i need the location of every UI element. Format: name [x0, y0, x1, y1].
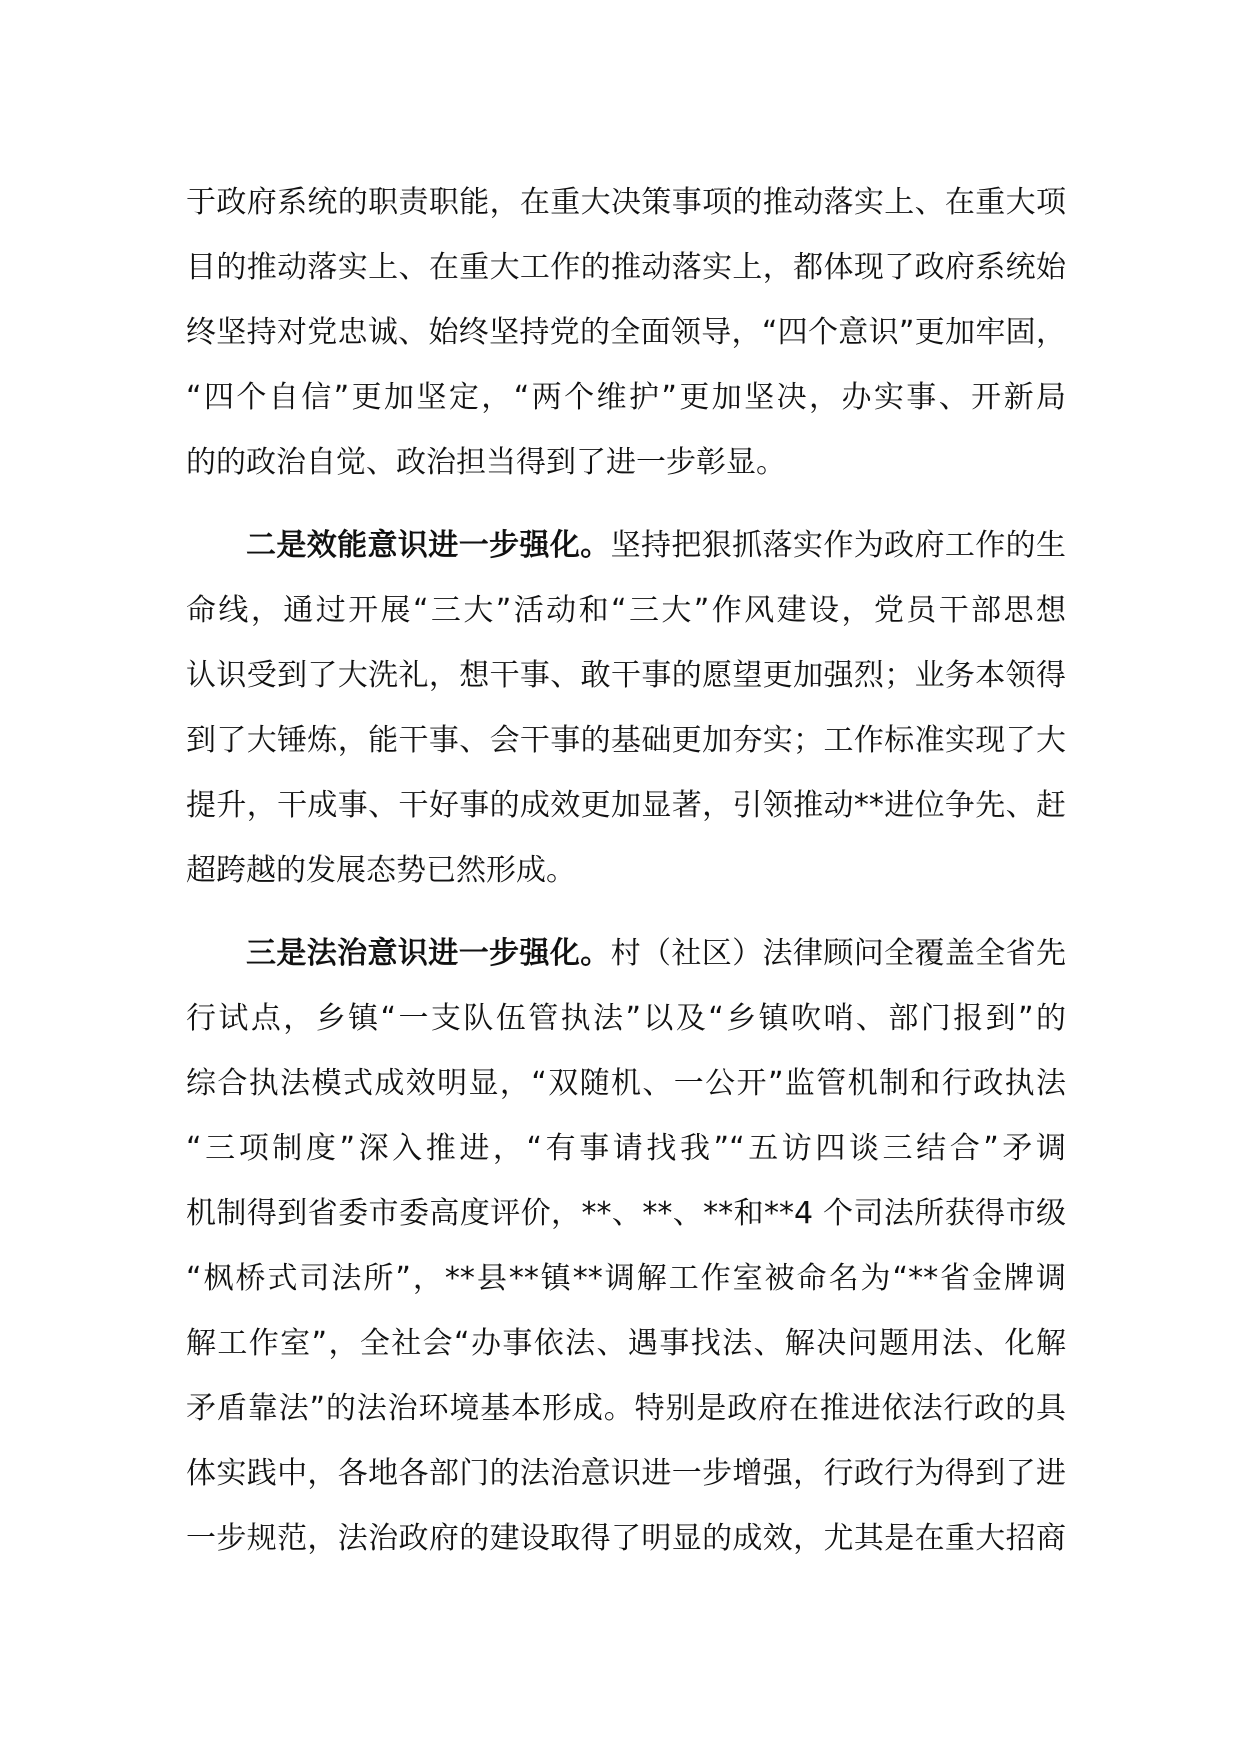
text-line: 矛盾靠法”的法治环境基本形成。特别是政府在推进依法行政的具 — [186, 1391, 1066, 1426]
paragraph-3 — [186, 921, 1066, 1571]
text-line: 命线，通过开展“三大”活动和“三大”作风建设，党员干部思想 — [186, 593, 1066, 628]
paragraph-lead: 三是法治意识进一步强化。 — [246, 936, 611, 971]
text-line: 综合执法模式成效明显，“双随机、一公开”监管机制和行政执法 — [186, 1066, 1066, 1101]
text-line: 解工作室”，全社会“办事依法、遇事找法、解决问题用法、化解 — [186, 1326, 1066, 1361]
text-line: 于政府系统的职责职能，在重大决策事项的推动落实上、在重大项 — [186, 185, 1066, 220]
text-line: 行试点，乡镇“一支队伍管执法”以及“乡镇吹哨、部门报到”的 — [186, 1001, 1066, 1036]
text-line-first — [186, 513, 1066, 578]
text-line: 到了大锤炼，能干事、会干事的基础更加夯实；工作标准实现了大 — [186, 723, 1066, 758]
text-line: “三项制度”深入推进，“有事请找我”“五访四谈三结合”矛调 — [186, 1131, 1066, 1166]
text-line: 体实践中，各地各部门的法治意识进一步增强，行政行为得到了进 — [186, 1456, 1066, 1491]
text-line: 认识受到了大洗礼，想干事、敢干事的愿望更加强烈；业务本领得 — [186, 658, 1066, 693]
paragraph-text: 坚持把狠抓落实作为政府工作的生 — [610, 528, 1067, 563]
paragraph-text: 村（社区）法律顾问全覆盖全省先 — [610, 936, 1067, 971]
text-line: 目的推动落实上、在重大工作的推动落实上，都体现了政府系统始 — [186, 250, 1066, 285]
text-line-first — [186, 921, 1066, 986]
paragraph-1 — [186, 170, 1066, 495]
text-line: “四个自信”更加坚定，“两个维护”更加坚决，办实事、开新局 — [186, 380, 1066, 415]
text-line: 机制得到省委市委高度评价，**、**、**和**4 个司法所获得市级 — [186, 1196, 1066, 1231]
text-line: 终坚持对党忠诚、始终坚持党的全面领导，“四个意识”更加牢固， — [186, 315, 1066, 350]
text-line: 的的政治自觉、政治担当得到了进一步彰显。 — [186, 445, 786, 480]
document-body — [186, 170, 1066, 1571]
paragraph-lead: 二是效能意识进一步强化。 — [246, 528, 611, 563]
text-line: 一步规范，法治政府的建设取得了明显的成效，尤其是在重大招商 — [186, 1521, 1066, 1556]
paragraph-2 — [186, 513, 1066, 903]
text-line: “枫桥式司法所”，**县**镇**调解工作室被命名为“**省金牌调 — [186, 1261, 1066, 1296]
text-line: 超跨越的发展态势已然形成。 — [186, 853, 576, 888]
text-line: 提升，干成事、干好事的成效更加显著，引领推动**进位争先、赶 — [186, 788, 1066, 823]
